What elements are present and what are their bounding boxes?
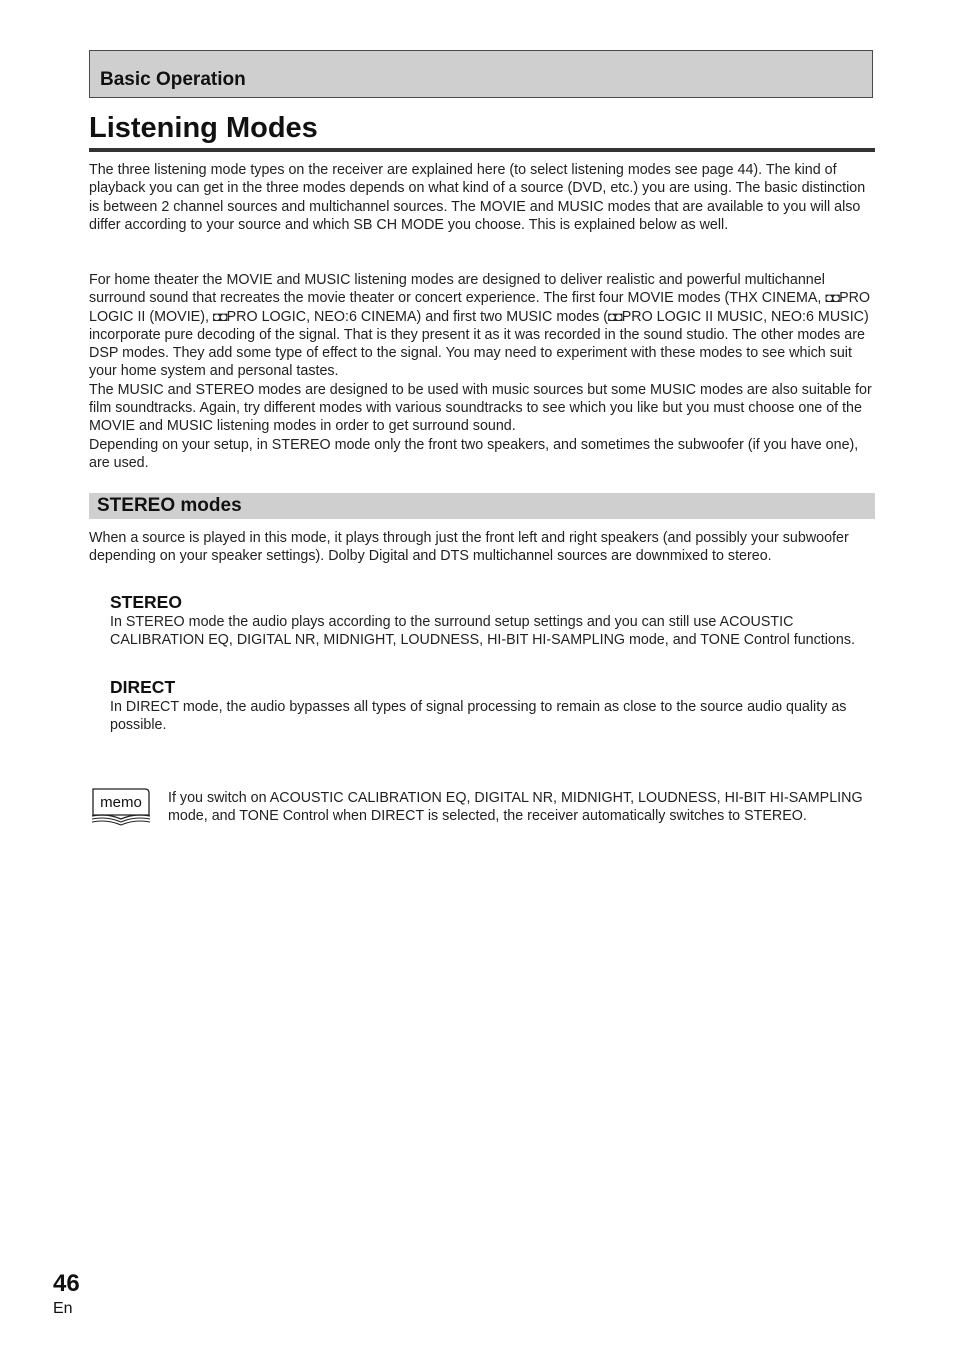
intro-text-2b: PRO LOGIC II (MOVIE), xyxy=(89,290,871,325)
section-header-label: Basic Operation xyxy=(100,69,246,90)
intro-text-2d: PRO LOGIC II MUSIC, NEO:6 MUSIC) incorporate pure decoding of the signal. That is they present it as it was recorded in the sound studio. The other modes are DSP modes. They add some type of effect to the signal. You may need to experiment with these modes to see which suit your home system and personal tastes. xyxy=(89,308,869,380)
intro-text-2c: PRO LOGIC, NEO:6 CINEMA) and first two MUSIC modes ( xyxy=(226,308,608,325)
intro-text-3: The MUSIC and STEREO modes are designed to be used with music sources but some MUSIC modes are also suitable for film soundtracks. Again, try different modes with various soundtracks to see which you like but you must choose one of the MOVIE and MUSIC listening modes in order to get surround sound. xyxy=(89,381,872,435)
stereo-modes-header xyxy=(89,493,875,519)
dolby-logo-icon: ◘◘ xyxy=(212,308,227,324)
intro-paragraph-1 xyxy=(89,161,875,234)
stereo-modes-intro xyxy=(89,530,875,566)
page-number: 46 xyxy=(53,1270,80,1297)
page-title: Listening Modes xyxy=(89,112,875,152)
intro-text-2a: For home theater the MOVIE and MUSIC listening modes are designed to deliver realistic and powerful multichannel surround sound that recreates the movie theater or concert experience. The first four MOVIE modes (THX CINEMA, xyxy=(89,272,826,307)
page-language: En xyxy=(53,1300,73,1317)
memo-label: memo xyxy=(100,794,142,811)
intro-text-2 xyxy=(89,271,875,381)
direct-mode-description: In DIRECT mode, the audio bypasses all types of signal processing to remain as close to the source audio quality as possible. xyxy=(110,699,847,733)
dolby-logo-icon: ◘◘ xyxy=(825,290,840,306)
intro-text-4: Depending on your setup, in STEREO mode only the front two speakers, and sometimes the subwoofer (if you have one), are used. xyxy=(89,436,859,471)
stereo-mode-description: In STEREO mode the audio plays according to the surround setup settings and you can still use ACOUSTIC CALIBRATION EQ, DIGITAL NR, MIDNIGHT, LOUDNESS, HI-BIT HI-SAMPLING mode, and TONE Control functions. xyxy=(110,614,855,648)
intro-text-1: The three listening mode types on the receiver are explained here (to select listening modes see page 44). The kind of playback you can get in the three modes depends on what kind of a source (DVD, etc.) you are using. The basic distinction is between 2 channel sources and multichannel sources. The MOVIE and MUSIC modes that are available to you will also differ according to your source and which SB CH MODE you choose. This is explained below as well. xyxy=(89,162,866,233)
memo-note: If you switch on ACOUSTIC CALIBRATION EQ, DIGITAL NR, MIDNIGHT, LOUDNESS, HI-BIT HI-SAMPLING mode, and TONE Control when DIRECT is selected, the receiver automatically switches to STEREO. xyxy=(168,790,863,824)
direct-mode-title: DIRECT xyxy=(110,677,176,697)
dolby-logo-icon: ◘◘ xyxy=(607,308,622,324)
intro-paragraph-2 xyxy=(89,271,875,472)
stereo-modes-intro-text: When a source is played in this mode, it plays through just the front left and right speakers (and possibly your subwoofer depending on your speaker settings). Dolby Digital and DTS multichannel sources are downmixed to stereo. xyxy=(89,530,849,564)
section-header xyxy=(89,50,873,98)
stereo-mode-title: STEREO xyxy=(110,592,182,612)
memo-icon xyxy=(89,786,153,826)
stereo-modes-heading: STEREO modes xyxy=(97,495,242,516)
